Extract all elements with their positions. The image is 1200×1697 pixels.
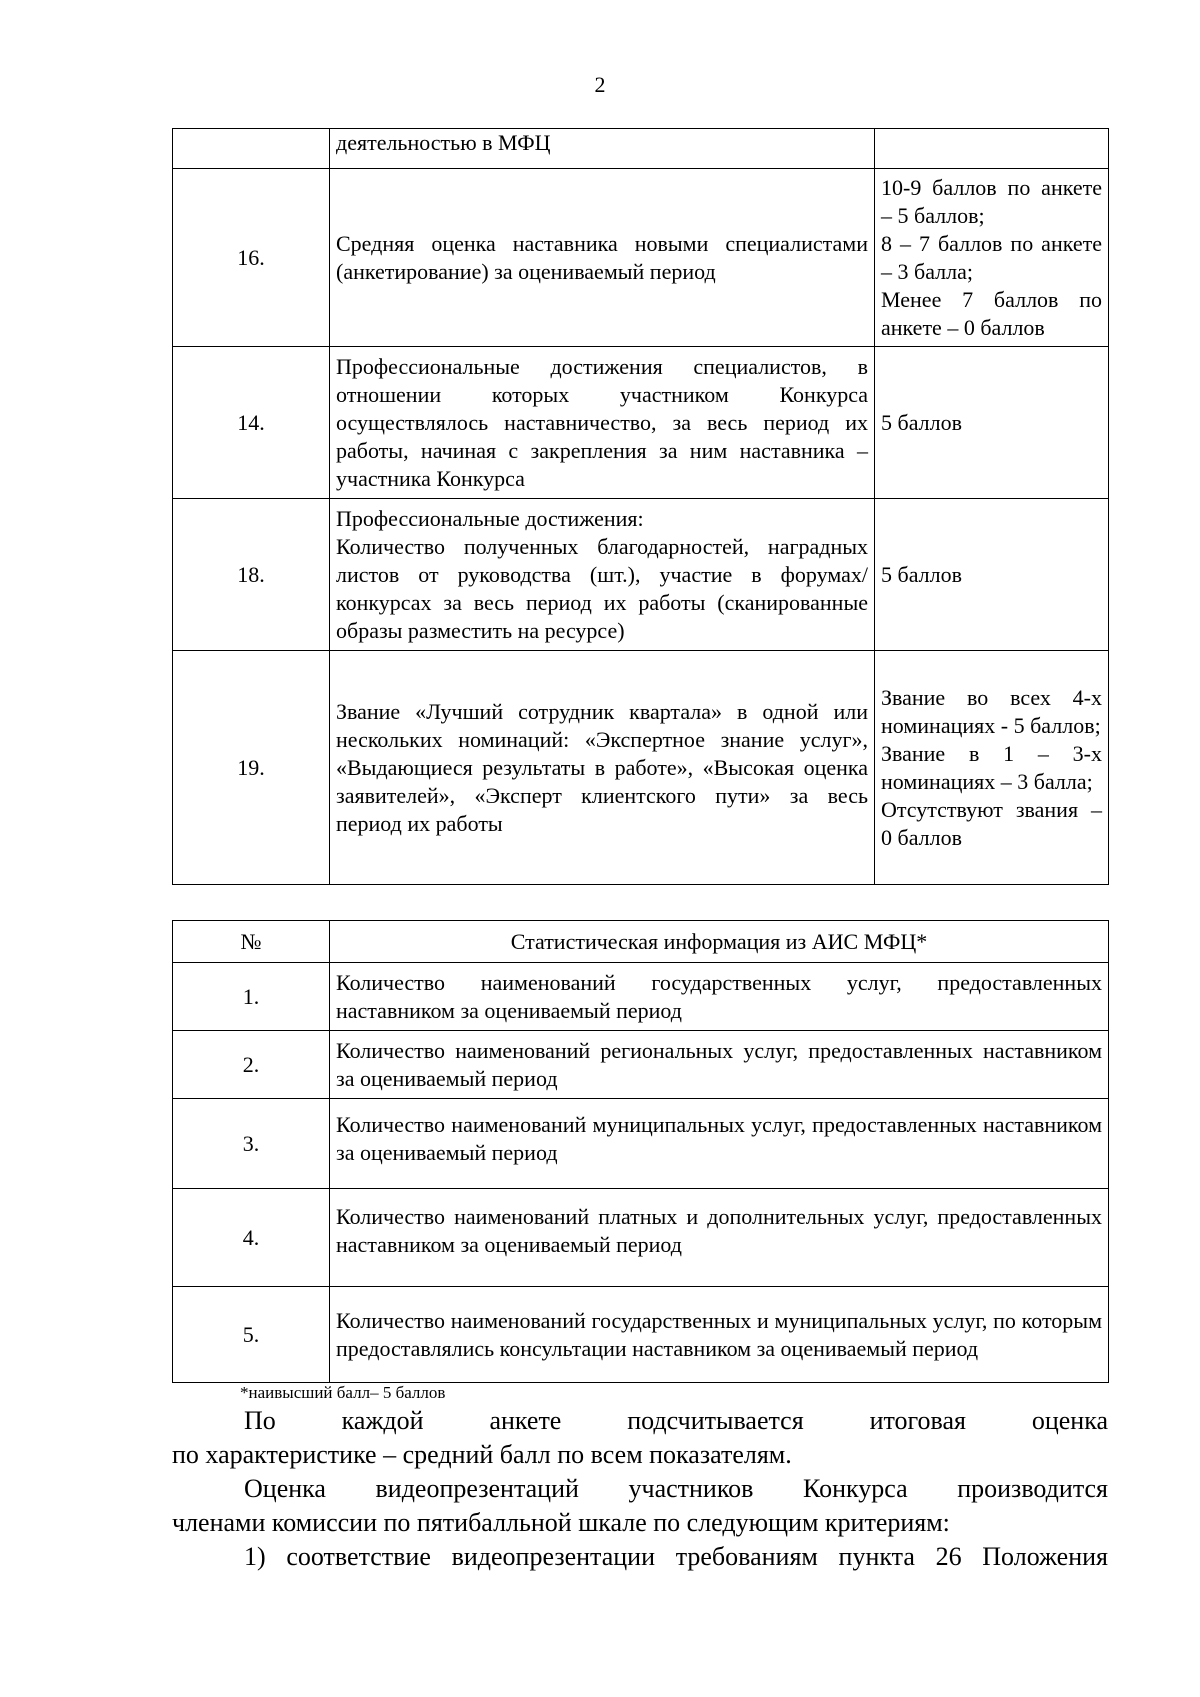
row-number: 2. (173, 1031, 330, 1099)
table-row (173, 1099, 1109, 1189)
table-row (173, 651, 1109, 885)
paragraph-rest: членами комиссии по пятибалльной шкале по следующим критериям: (172, 1508, 950, 1537)
criteria-table (172, 128, 1109, 885)
criterion-score: 5 баллов (875, 347, 1109, 499)
row-number (173, 129, 330, 169)
table-row (173, 499, 1109, 651)
row-number: 4. (173, 1189, 330, 1287)
criterion-description: Средняя оценка наставника новыми специалистами (анкетирование) за оцениваемый период (330, 169, 875, 347)
page-number: 2 (594, 72, 606, 97)
stat-description: Количество наименований государственных и муниципальных услуг, по которым предоставлялись консультации наставником за оцениваемый период (330, 1287, 1109, 1383)
row-number: 18. (173, 499, 330, 651)
stat-description: Количество наименований государственных услуг, предоставленных наставником за оцениваемый период (330, 963, 1109, 1031)
row-number: 19. (173, 651, 330, 885)
table-row (173, 1031, 1109, 1099)
score-line: Отсутствуют звания – 0 баллов (881, 796, 1102, 850)
criterion-score: 5 баллов (875, 499, 1109, 651)
score-line: 8 – 7 баллов по анкете – 3 балла; (881, 230, 1102, 284)
criterion-text: Количество полученных благодарностей, наградных листов от руководства (шт.), участие в форумах/конкурсах за весь период их работы (сканированные образы разместить на ресурсе) (336, 533, 868, 643)
score-line: Звание во всех 4-х номинациях - 5 баллов; (881, 684, 1102, 738)
criterion-description: деятельностью в МФЦ (330, 129, 875, 169)
criterion-score (875, 651, 1109, 885)
criterion-score (875, 169, 1109, 347)
stat-description: Количество наименований муниципальных услуг, предоставленных наставником за оцениваемый период (330, 1099, 1109, 1189)
row-number: 5. (173, 1287, 330, 1383)
score-line: 10-9 баллов по анкете – 5 баллов; (881, 174, 1102, 228)
criterion-description (330, 499, 875, 651)
paragraph (172, 1404, 1108, 1472)
criterion-description: Профессиональные достижения специалистов, в отношении которых участником Конкурса осуществлялось наставничество, за весь период их работы, начиная с закрепления за ним наставника – участника Конкурса (330, 347, 875, 499)
table-row (173, 129, 1109, 169)
criterion-score (875, 129, 1109, 169)
stats-table (172, 920, 1109, 1383)
stat-description: Количество наименований региональных услуг, предоставленных наставником за оцениваемый период (330, 1031, 1109, 1099)
footnote: *наивысший балл– 5 баллов (240, 1383, 446, 1402)
row-number: 1. (173, 963, 330, 1031)
table-header-row (173, 921, 1109, 963)
score-line: Менее 7 баллов по анкете – 0 баллов (881, 286, 1102, 340)
criterion-description: Звание «Лучший сотрудник квартала» в одной или нескольких номинаций: «Экспертное знание услуг», «Выдающиеся результаты в работе», «Высокая оценка заявителей», «Эксперт клиентского пути» за весь период их работы (330, 651, 875, 885)
stat-description: Количество наименований платных и дополнительных услуг, предоставленных наставником за оцениваемый период (330, 1189, 1109, 1287)
criterion-title: Профессиональные достижения: (336, 505, 644, 531)
table-row (173, 963, 1109, 1031)
paragraph-first-line: По каждой анкете подсчитывается итоговая оценка (244, 1406, 1108, 1435)
paragraph-rest: по характеристике – средний балл по всем показателям. (172, 1440, 792, 1469)
row-number: 3. (173, 1099, 330, 1189)
table-row (173, 169, 1109, 347)
paragraph-first-line: Оценка видеопрезентаций участников Конкурса производится (244, 1474, 1108, 1503)
paragraph (172, 1540, 1108, 1574)
row-number: 16. (173, 169, 330, 347)
table-row (173, 347, 1109, 499)
header-number: № (173, 921, 330, 963)
score-line: Звание в 1 – 3-х номинациях – 3 балла; (881, 740, 1102, 794)
paragraph-first-line: 1) соответствие видеопрезентации требованиям пункта 26 Положения (244, 1542, 1108, 1571)
table-row (173, 1189, 1109, 1287)
table-row (173, 1287, 1109, 1383)
header-title: Статистическая информация из АИС МФЦ* (330, 921, 1109, 963)
row-number: 14. (173, 347, 330, 499)
paragraph (172, 1472, 1108, 1540)
